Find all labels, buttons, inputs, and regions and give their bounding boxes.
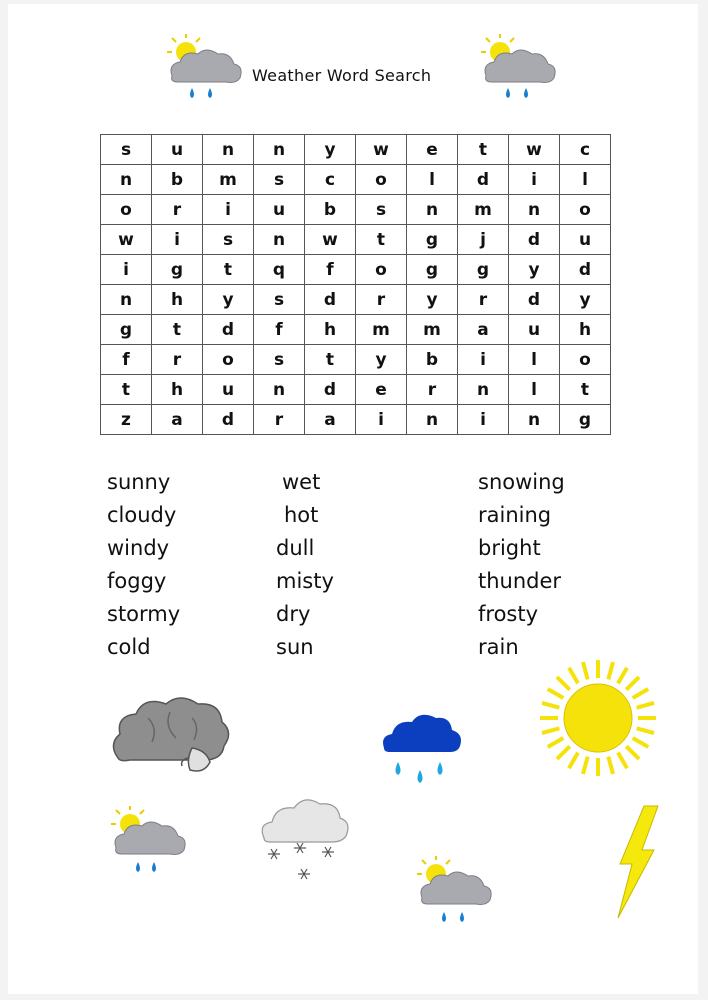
grid-cell: n	[407, 405, 458, 435]
grid-cell: g	[458, 255, 509, 285]
grid-cell: u	[509, 315, 560, 345]
grid-cell: s	[203, 225, 254, 255]
sun-cloud-rain-icon	[478, 34, 558, 110]
grid-cell: n	[458, 375, 509, 405]
blue-rain-cloud-icon	[380, 708, 464, 800]
grid-cell: t	[305, 345, 356, 375]
grid-cell: c	[305, 165, 356, 195]
grid-cell: i	[101, 255, 152, 285]
grid-cell: m	[458, 195, 509, 225]
grid-cell: n	[509, 195, 560, 225]
grid-cell: i	[509, 165, 560, 195]
word-list-item: cloudy	[107, 503, 177, 527]
sun-ray	[548, 689, 564, 698]
sun-cloud-rain-icon	[414, 856, 494, 932]
sun-ray	[608, 662, 613, 679]
lightning-bolt-icon	[612, 804, 662, 920]
word-list-item: dull	[276, 536, 315, 560]
grid-cell: n	[509, 405, 560, 435]
grid-cell: m	[203, 165, 254, 195]
grid-cell: i	[152, 225, 203, 255]
grid-cell: b	[305, 195, 356, 225]
word-list-item: rain	[478, 635, 519, 659]
grid-cell: a	[458, 315, 509, 345]
grid-cell: f	[254, 315, 305, 345]
grid-cell: h	[305, 315, 356, 345]
grid-cell: e	[356, 375, 407, 405]
sun-cloud-rain-icon	[108, 806, 188, 882]
grid-cell: l	[509, 375, 560, 405]
word-list-column-1	[107, 466, 180, 664]
sun-ray	[618, 668, 627, 684]
grid-cell: d	[560, 255, 611, 285]
grid-cell: t	[101, 375, 152, 405]
grid-cell: o	[560, 195, 611, 225]
grid-cell: c	[560, 135, 611, 165]
grid-cell: r	[407, 375, 458, 405]
grid-cell: l	[560, 165, 611, 195]
word-list-item: wet	[282, 470, 321, 494]
grid-cell: t	[356, 225, 407, 255]
grid-cell: o	[203, 345, 254, 375]
grid-cell: s	[254, 165, 305, 195]
grid-row	[101, 375, 611, 405]
grid-cell: a	[152, 405, 203, 435]
grid-cell: y	[203, 285, 254, 315]
grid-cell: q	[254, 255, 305, 285]
grid-cell: z	[101, 405, 152, 435]
grid-cell: s	[356, 195, 407, 225]
grid-cell: i	[458, 345, 509, 375]
grid-cell: y	[509, 255, 560, 285]
sun-ray	[542, 703, 559, 708]
grid-cell: h	[152, 375, 203, 405]
sun-ray	[583, 757, 588, 774]
sun-ray	[626, 677, 639, 690]
grid-cell: o	[356, 165, 407, 195]
grid-cell: g	[560, 405, 611, 435]
grid-cell: f	[101, 345, 152, 375]
word-list-column-2	[276, 466, 334, 664]
grid-cell: s	[101, 135, 152, 165]
word-list-item: raining	[478, 503, 552, 527]
grid-cell: y	[560, 285, 611, 315]
sun-cloud-rain-icon	[164, 34, 244, 110]
word-search-grid	[100, 134, 611, 435]
sun-ray	[633, 689, 649, 698]
grid-cell: n	[254, 225, 305, 255]
grid-cell: j	[458, 225, 509, 255]
grid-cell: n	[407, 195, 458, 225]
grid-row	[101, 225, 611, 255]
grid-cell: n	[254, 135, 305, 165]
grid-cell: u	[254, 195, 305, 225]
grid-cell: b	[152, 165, 203, 195]
storm-cloud-wind-icon	[108, 688, 232, 788]
grid-cell: t	[203, 255, 254, 285]
grid-cell: e	[407, 135, 458, 165]
grid-cell: l	[407, 165, 458, 195]
grid-cell: u	[560, 225, 611, 255]
grid-cell: n	[101, 285, 152, 315]
grid-cell: r	[458, 285, 509, 315]
worksheet-title: Weather Word Search	[252, 66, 432, 85]
grid-cell: l	[509, 345, 560, 375]
grid-cell: r	[356, 285, 407, 315]
grid-cell: g	[407, 225, 458, 255]
snow-cloud-icon	[258, 794, 352, 886]
sun-ray	[608, 757, 613, 774]
grid-cell: y	[407, 285, 458, 315]
sun-ray	[583, 662, 588, 679]
word-list-item: snowing	[478, 470, 565, 494]
sun-ray	[542, 728, 559, 733]
grid-cell: g	[101, 315, 152, 345]
sun-ray	[557, 746, 570, 759]
word-list-item: dry	[276, 602, 311, 626]
grid-cell: s	[254, 345, 305, 375]
word-list-item: bright	[478, 536, 541, 560]
grid-cell: m	[407, 315, 458, 345]
word-list-item: hot	[284, 503, 319, 527]
word-list-item: thunder	[478, 569, 562, 593]
grid-cell: r	[152, 195, 203, 225]
grid-cell: s	[254, 285, 305, 315]
grid-cell: f	[305, 255, 356, 285]
sun-ray	[633, 738, 649, 747]
word-list-item: sun	[276, 635, 314, 659]
grid-row	[101, 135, 611, 165]
grid-cell: t	[152, 315, 203, 345]
sun-ray	[637, 728, 654, 733]
grid-row	[101, 255, 611, 285]
grid-cell: t	[560, 375, 611, 405]
grid-row	[101, 345, 611, 375]
sun-ray	[569, 753, 578, 769]
grid-cell: a	[305, 405, 356, 435]
grid-cell: i	[203, 195, 254, 225]
grid-cell: d	[509, 225, 560, 255]
word-list-item: stormy	[107, 602, 181, 626]
grid-cell: d	[509, 285, 560, 315]
grid-cell: n	[203, 135, 254, 165]
sun-ray	[548, 738, 564, 747]
grid-cell: d	[305, 285, 356, 315]
sun-ray	[618, 753, 627, 769]
sun-ray	[626, 746, 639, 759]
word-list-item: sunny	[107, 470, 171, 494]
grid-cell: n	[101, 165, 152, 195]
grid-cell: o	[101, 195, 152, 225]
grid-cell: i	[356, 405, 407, 435]
grid-cell: d	[458, 165, 509, 195]
grid-cell: b	[407, 345, 458, 375]
grid-cell: y	[356, 345, 407, 375]
grid-cell: d	[203, 405, 254, 435]
grid-cell: h	[152, 285, 203, 315]
grid-cell: r	[152, 345, 203, 375]
grid-row	[101, 285, 611, 315]
grid-cell: w	[305, 225, 356, 255]
grid-cell: d	[203, 315, 254, 345]
sun-ray	[637, 703, 654, 708]
word-list-item: frosty	[478, 602, 539, 626]
word-list-item: foggy	[107, 569, 167, 593]
grid-row	[101, 405, 611, 435]
grid-cell: w	[356, 135, 407, 165]
grid-cell: o	[560, 345, 611, 375]
word-list-item: misty	[276, 569, 334, 593]
grid-cell: h	[560, 315, 611, 345]
grid-cell: r	[254, 405, 305, 435]
grid-row	[101, 315, 611, 345]
grid-cell: o	[356, 255, 407, 285]
grid-cell: u	[152, 135, 203, 165]
grid-cell: n	[254, 375, 305, 405]
grid-cell: m	[356, 315, 407, 345]
grid-cell: u	[203, 375, 254, 405]
grid-cell: w	[509, 135, 560, 165]
grid-cell: g	[152, 255, 203, 285]
grid-row	[101, 165, 611, 195]
grid-cell: t	[458, 135, 509, 165]
sun-icon	[536, 656, 660, 780]
word-list-item: windy	[107, 536, 170, 560]
word-list-column-3	[478, 466, 565, 664]
grid-cell: y	[305, 135, 356, 165]
grid-cell: g	[407, 255, 458, 285]
grid-cell: d	[305, 375, 356, 405]
word-list-item: cold	[107, 635, 151, 659]
sun-ray	[557, 677, 570, 690]
sun-ray	[569, 668, 578, 684]
grid-row	[101, 195, 611, 225]
grid-cell: i	[458, 405, 509, 435]
grid-cell: w	[101, 225, 152, 255]
